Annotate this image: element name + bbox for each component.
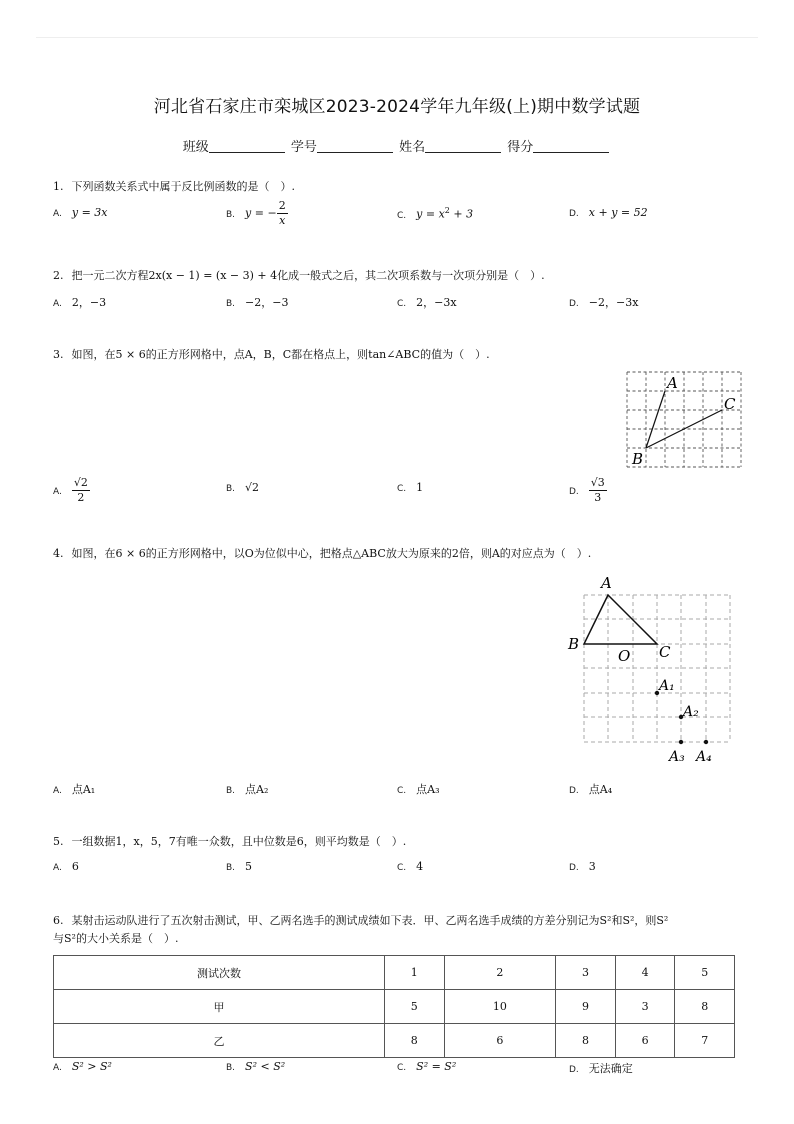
q2-option-a[interactable] — [53, 294, 106, 310]
question-number: 6. — [53, 914, 64, 927]
option-letter: C. — [397, 786, 407, 796]
name-label: 姓名 — [399, 140, 426, 155]
option-value: 无法确定 — [588, 1062, 633, 1075]
option-value: 4 — [416, 860, 424, 873]
option-value: 点A₃ — [416, 783, 440, 796]
table-cell: 测试次数 — [54, 956, 385, 990]
option-letter: D. — [569, 786, 579, 796]
option-value: −2，−3x — [588, 296, 639, 309]
q4-option-d[interactable] — [569, 781, 612, 797]
q4-option-c[interactable] — [397, 781, 440, 797]
question-number: 5. — [53, 835, 64, 848]
option-value: 点A₂ — [245, 783, 269, 796]
table-cell: 乙 — [54, 1024, 385, 1058]
question-1 — [53, 178, 295, 196]
point-c-label: C — [724, 395, 736, 413]
q5-option-b[interactable] — [226, 860, 252, 873]
q1-option-a[interactable] — [53, 206, 108, 219]
point-a1-label: A₁ — [659, 678, 675, 694]
option-letter: B. — [226, 299, 236, 309]
q1-option-c[interactable] — [397, 206, 473, 221]
q5-option-a[interactable] — [53, 860, 79, 873]
score-label: 得分 — [507, 140, 534, 155]
option-fraction — [72, 476, 90, 505]
table-cell: 7 — [675, 1024, 735, 1058]
option-letter: A. — [53, 209, 62, 219]
name-blank[interactable] — [425, 140, 501, 153]
q6-option-b[interactable] — [226, 1060, 285, 1073]
table-cell: 2 — [444, 956, 556, 990]
question-text: 把一元二次方程2x(x − 1) = (x − 3) + 4化成一般式之后，其二次项系数与一次项分别是（ ）. — [71, 269, 545, 282]
class-blank[interactable] — [209, 140, 285, 153]
table-header-row — [54, 956, 735, 990]
option-letter: D. — [569, 299, 579, 309]
q3-option-a[interactable] — [53, 476, 90, 505]
option-letter: C. — [397, 863, 407, 873]
option-letter: A. — [53, 1063, 62, 1073]
question-number: 4. — [53, 547, 64, 560]
point-a2-label: A₂ — [683, 704, 699, 720]
numerator: 2 — [278, 199, 286, 212]
table-cell: 1 — [385, 956, 445, 990]
q5-option-d[interactable] — [569, 860, 596, 873]
option-letter: D. — [569, 486, 579, 497]
numerator: √3 — [590, 476, 605, 489]
option-letter: D. — [569, 1065, 579, 1075]
option-value: 点A₄ — [588, 783, 613, 796]
question-text: 如图，在5 × 6的正方形网格中，点A，B，C都在格点上，则tan∠ABC的值为（ ）. — [71, 348, 490, 361]
option-letter: B. — [226, 484, 236, 494]
number-label: 学号 — [290, 140, 317, 155]
exponent: 2 — [444, 206, 450, 215]
denominator: x — [279, 214, 286, 227]
q4-option-a[interactable] — [53, 781, 95, 797]
question-text: 下列函数关系式中属于反比例函数的是（ ）. — [71, 180, 295, 193]
option-letter: C. — [397, 299, 407, 309]
q3-grid-figure — [622, 368, 746, 472]
q2-option-b[interactable] — [226, 294, 288, 310]
option-value: 2，−3x — [416, 296, 457, 309]
table-cell: 9 — [556, 990, 616, 1024]
question-6 — [53, 912, 743, 948]
table-row — [54, 990, 735, 1024]
q2-option-c[interactable] — [397, 294, 457, 310]
question-3 — [53, 346, 490, 364]
option-letter: D. — [569, 863, 579, 873]
q1-option-d[interactable] — [569, 206, 648, 219]
q3-option-d[interactable] — [569, 476, 607, 505]
point-c-label: C — [659, 643, 671, 661]
grid-lines — [584, 595, 730, 742]
question-2 — [53, 267, 545, 285]
option-value: 点A₁ — [71, 783, 96, 796]
option-value: S² > S² — [71, 1060, 112, 1073]
option-letter: C. — [397, 484, 407, 494]
header-rule — [36, 37, 758, 38]
page-title: 河北省石家庄市栾城区2023-2024学年九年级(上)期中数学试题 — [153, 97, 641, 117]
option-letter: B. — [226, 209, 236, 220]
option-letter: D. — [569, 209, 579, 219]
table-cell: 4 — [615, 956, 675, 990]
q6-option-a[interactable] — [53, 1060, 112, 1073]
q4-option-b[interactable] — [226, 781, 268, 797]
table-cell: 5 — [385, 990, 445, 1024]
grid-lines — [627, 372, 741, 467]
option-letter: B. — [226, 1063, 236, 1073]
option-fraction — [277, 199, 288, 228]
q5-option-c[interactable] — [397, 860, 423, 873]
table-row — [54, 1024, 735, 1058]
table-cell: 8 — [675, 990, 735, 1024]
point-a3-label: A₃ — [669, 749, 685, 765]
point-a3 — [679, 740, 683, 744]
option-letter: A. — [53, 299, 62, 309]
option-letter: C. — [397, 210, 407, 221]
option-value: √2 — [245, 481, 260, 494]
option-letter: B. — [226, 863, 236, 873]
point-b-label: B — [632, 450, 644, 468]
question-4 — [53, 545, 591, 563]
q1-option-b[interactable] — [226, 199, 288, 228]
q3-option-c[interactable] — [397, 481, 423, 494]
point-a-label: A — [601, 574, 612, 592]
question-5 — [53, 833, 406, 851]
option-value: x + y = 52 — [588, 206, 648, 219]
table-cell: 3 — [556, 956, 616, 990]
table-cell: 甲 — [54, 990, 385, 1024]
option-letter: A. — [53, 863, 62, 873]
option-letter: B. — [226, 786, 236, 796]
question-text-line1: 某射击运动队进行了五次射击测试，甲、乙两名选手的测试成绩如下表．甲、乙两名选手成绩的方差分别记为S²和S²，则S² — [71, 914, 669, 927]
table-cell: 5 — [675, 956, 735, 990]
question-number: 1. — [53, 180, 64, 193]
option-value: S² = S² — [416, 1060, 457, 1073]
class-label: 班级 — [182, 140, 209, 155]
table-cell: 10 — [444, 990, 556, 1024]
score-table — [53, 955, 735, 1058]
option-value: y = − — [245, 206, 277, 220]
question-text-line2: 与S²的大小关系是（ ）. — [53, 932, 179, 945]
option-letter: C. — [397, 1063, 407, 1073]
option-letter: A. — [53, 486, 62, 497]
denominator: 2 — [77, 491, 85, 504]
q4-grid-figure — [562, 570, 742, 770]
table-cell: 6 — [444, 1024, 556, 1058]
denominator: 3 — [594, 491, 602, 504]
point-a-label: A — [667, 374, 678, 392]
table-cell: 8 — [556, 1024, 616, 1058]
question-number: 3. — [53, 348, 64, 361]
question-text: 如图，在6 × 6的正方形网格中，以O为位似中心，把格点△ABC放大为原来的2倍，则A的对应点为（ ）. — [71, 547, 592, 560]
option-value: 5 — [245, 860, 253, 873]
q6-option-c[interactable] — [397, 1060, 456, 1073]
option-letter: A. — [53, 786, 62, 796]
option-value: 3 — [588, 860, 596, 873]
option-value-tail: + 3 — [449, 207, 474, 221]
option-value: 1 — [416, 481, 424, 494]
point-b-label: B — [568, 635, 580, 653]
option-value: y = 3x — [71, 206, 108, 219]
option-fraction — [589, 476, 607, 505]
score-blank[interactable] — [533, 140, 609, 153]
point-a4-label: A₄ — [696, 749, 712, 765]
question-text: 一组数据1，x，5，7有唯一众数，且中位数是6，则平均数是（ ）. — [71, 835, 407, 848]
question-number: 2. — [53, 269, 64, 282]
table-cell: 6 — [615, 1024, 675, 1058]
student-info — [0, 136, 794, 155]
q2-option-d[interactable] — [569, 294, 638, 310]
option-value: 2，−3 — [71, 296, 107, 309]
option-value: 6 — [71, 860, 79, 873]
option-value: y = x — [416, 207, 445, 221]
table-cell: 8 — [385, 1024, 445, 1058]
q3-option-b[interactable] — [226, 481, 259, 494]
table-cell: 3 — [615, 990, 675, 1024]
point-o-label: O — [618, 647, 631, 665]
point-a4 — [704, 740, 708, 744]
q6-option-d[interactable] — [569, 1060, 633, 1076]
number-blank[interactable] — [317, 140, 393, 153]
option-value: −2，−3 — [245, 296, 289, 309]
option-value: S² < S² — [245, 1060, 286, 1073]
numerator: √2 — [73, 476, 88, 489]
